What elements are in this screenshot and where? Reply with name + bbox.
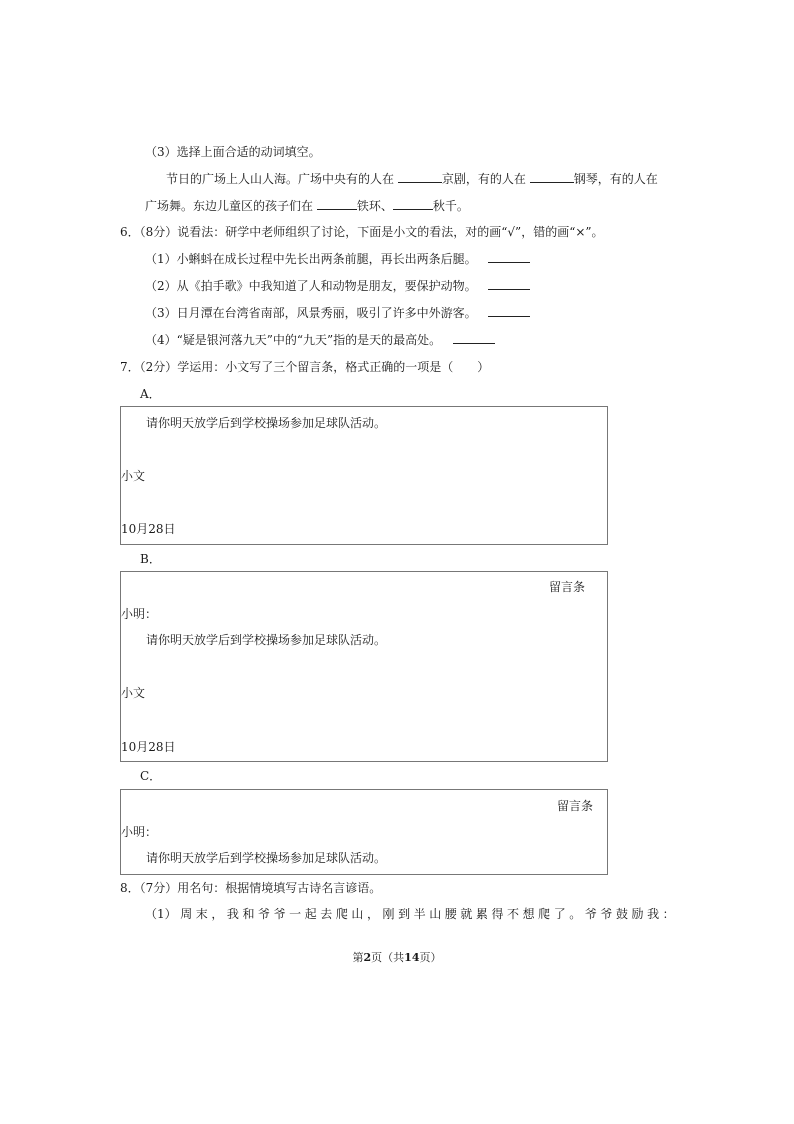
q8-item-1-char: （1） — [145, 907, 177, 921]
q5-3-text: 京剧，有的人在 — [441, 172, 526, 186]
q7-option-c-label[interactable]: C． — [140, 769, 162, 783]
q8-item-1-char: 刚 — [382, 907, 395, 921]
footer-middle: 页（共 — [371, 951, 405, 964]
note-date: 10月28日 — [121, 522, 176, 536]
note-greeting: 小明： — [121, 825, 158, 839]
q8-item-1-char: 不 — [507, 907, 520, 921]
footer-prefix: 第 — [352, 951, 364, 964]
answer-blank[interactable] — [317, 198, 357, 210]
q8-item-1-char: 一 — [289, 907, 302, 921]
q6-item — [145, 305, 530, 321]
q6-item-text: （2）从《拍手歌》中我知道了人和动物是朋友，要保护动物。 — [145, 279, 477, 293]
answer-blank[interactable] — [530, 171, 574, 183]
note-heading: 留言条 — [557, 799, 594, 813]
q8-item-1-char: 周 — [180, 907, 193, 921]
q8-item-1-char: 起 — [304, 907, 317, 921]
note-heading: 留言条 — [549, 580, 586, 594]
answer-blank[interactable] — [488, 278, 530, 290]
q8-item-1-char: 末 — [195, 907, 208, 921]
q8-item-1-char: 和 — [242, 907, 255, 921]
q8-item-1-char: 山 — [351, 907, 364, 921]
q5-3-prompt: （3）选择上面合适的动词填空。 — [145, 145, 321, 159]
q8-item-1-char: 励 — [631, 907, 644, 921]
q8-item-1-char: ： — [662, 907, 675, 921]
q8-item-1-char: 爬 — [335, 907, 348, 921]
q7-option-c-box — [120, 789, 608, 875]
note-body: 请你明天放学后到学校操场参加足球队活动。 — [146, 416, 387, 430]
q8-title: 8．（7分）用名句：根据情境填写古诗名言谚语。 — [120, 881, 382, 895]
answer-blank[interactable] — [488, 305, 530, 317]
note-signer: 小文 — [121, 469, 146, 483]
q8-item-1-char: ， — [366, 907, 379, 921]
q8-item-1 — [145, 906, 675, 922]
q8-item-1-char: 山 — [429, 907, 442, 921]
footer-total-pages: 14 — [404, 951, 420, 964]
q6-item-text: （4）“疑是银河落九天”中的“九天”指的是天的最高处。 — [145, 333, 442, 347]
note-signer: 小文 — [121, 686, 146, 700]
q8-item-1-char: 去 — [320, 907, 333, 921]
q8-item-1-char: 爷 — [273, 907, 286, 921]
q5-3-text: 秋千。 — [432, 199, 469, 213]
answer-blank[interactable] — [488, 251, 530, 263]
q8-item-1-char: 半 — [413, 907, 426, 921]
q5-3-text: 广场舞。东边儿童区的孩子们在 — [145, 199, 314, 213]
q8-item-1-char: 得 — [491, 907, 504, 921]
q8-item-1-char: 爷 — [258, 907, 271, 921]
q8-item-1-char: 爷 — [600, 907, 613, 921]
q6-item — [145, 278, 530, 294]
q7-title: 7．（2分）学运用：小文写了三个留言条，格式正确的一项是（ ） — [120, 360, 490, 374]
q8-item-1-char: 就 — [460, 907, 473, 921]
q5-3-text: 铁环、 — [356, 199, 393, 213]
q8-item-1-char: 爷 — [584, 907, 597, 921]
note-date: 10月28日 — [121, 740, 176, 754]
q5-3-text: 节日的广场上人山人海。广场中央有的人在 — [166, 172, 395, 186]
q6-title: 6．（8分）说看法：研学中老师组织了讨论，下面是小文的看法，对的画“√”，错的画“×”。 — [120, 225, 604, 239]
page-footer — [0, 950, 794, 966]
note-body: 请你明天放学后到学校操场参加足球队活动。 — [146, 633, 387, 647]
q7-option-b-box — [120, 571, 608, 762]
q8-item-1-char: 我 — [226, 907, 239, 921]
answer-blank[interactable] — [393, 198, 433, 210]
q5-3-sentence-line-1 — [166, 171, 658, 187]
q7-option-a-box — [120, 406, 608, 545]
answer-blank[interactable] — [453, 332, 495, 344]
q5-3-text: 钢琴，有的人在 — [573, 172, 658, 186]
q8-item-1-char: 想 — [522, 907, 535, 921]
q8-item-1-char: 。 — [569, 907, 582, 921]
q6-item — [145, 251, 530, 267]
q8-item-1-char: 到 — [398, 907, 411, 921]
footer-suffix: 页） — [419, 951, 442, 964]
note-greeting: 小明： — [121, 607, 158, 621]
q6-item-text: （1）小蝌蚪在成长过程中先长出两条前腿，再长出两条后腿。 — [145, 252, 477, 266]
note-body: 请你明天放学后到学校操场参加足球队活动。 — [146, 851, 387, 865]
q7-option-a-label[interactable]: A． — [140, 387, 161, 401]
answer-blank[interactable] — [398, 171, 442, 183]
q6-item — [145, 332, 495, 348]
q8-item-1-char: 累 — [475, 907, 488, 921]
q8-item-1-char: ， — [211, 907, 224, 921]
q8-item-1-char: 我 — [647, 907, 660, 921]
footer-page-number: 2 — [363, 951, 372, 964]
q8-item-1-char: 腰 — [444, 907, 457, 921]
q5-3-sentence-line-2 — [145, 198, 469, 214]
q8-item-1-char: 鼓 — [615, 907, 628, 921]
q8-item-1-char: 了 — [553, 907, 566, 921]
q6-item-text: （3）日月潭在台湾省南部，风景秀丽，吸引了许多中外游客。 — [145, 306, 477, 320]
q7-option-b-label[interactable]: B． — [140, 552, 161, 566]
q8-item-1-char: 爬 — [538, 907, 551, 921]
